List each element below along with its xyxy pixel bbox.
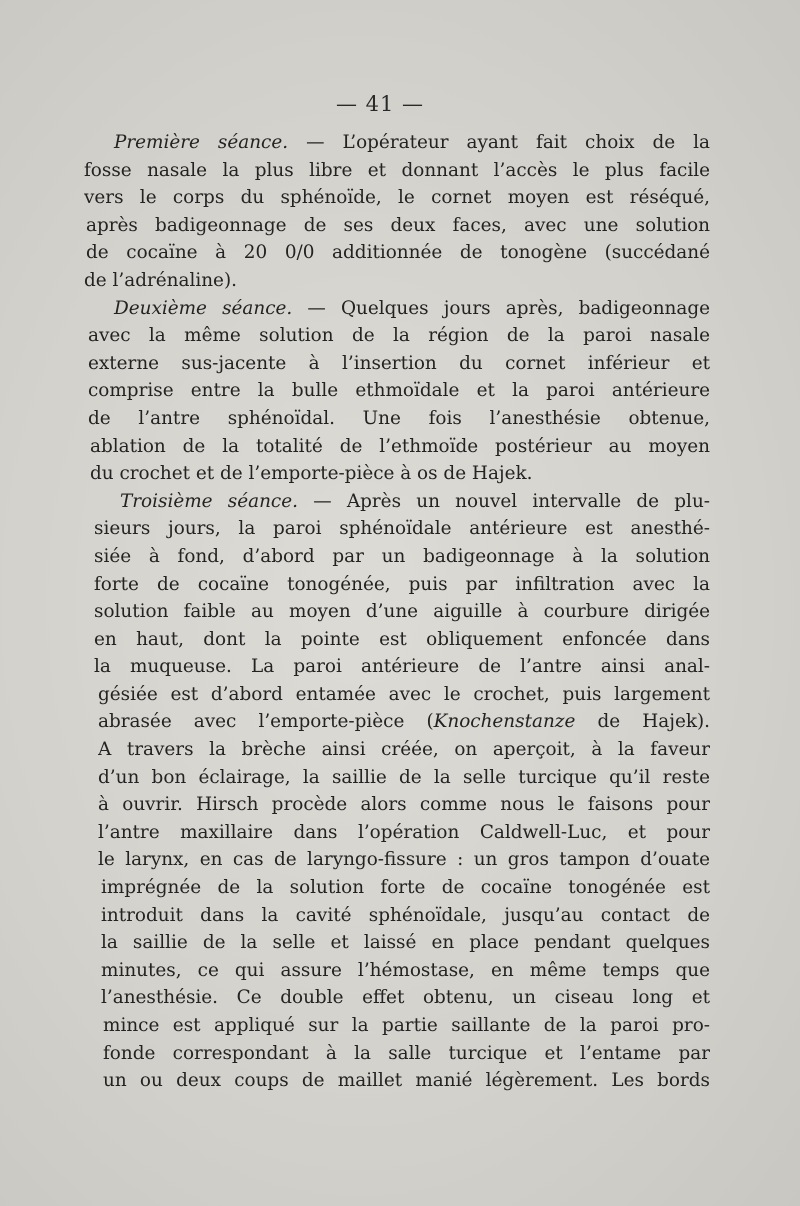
text-line: A travers la brèche ainsi créée, on aperçoit, à la faveur [98,739,710,761]
text-line: après badigeonnage de ses deux faces, avec une solution [86,214,710,236]
text-line: la muqueuse. La paroi antérieure de l’antre ainsi anal- [94,656,710,678]
section-heading: Troisième séance. [120,490,298,512]
section-heading: Deuxième séance. [114,297,293,319]
text-line: gésiée est d’abord entamée avec le crochet, puis largement [98,683,710,705]
text-line: l’antre maxillaire dans l’opération Caldwell-Luc, et pour [98,821,710,843]
text-line: solution faible au moyen d’une aiguille à courbure dirigée [94,601,710,623]
text-line: du crochet et de l’emporte-pièce à os de Hajek. [90,463,533,485]
page-number: — 41 — [335,92,425,116]
text-line: Deuxième séance. — Quelques jours après, badigeonnage [114,297,710,319]
body-text [84,129,710,1095]
text-line: un ou deux coups de maillet manié légèrement. Les bords [103,1070,710,1092]
text-line: avec la même solution de la région de la paroi nasale [88,325,710,347]
text-line: d’un bon éclairage, la saillie de la selle turcique qu’il reste [98,766,710,788]
text-line: l’anesthésie. Ce double effet obtenu, un ciseau long et [101,987,710,1009]
text-line: mince est appliqué sur la partie saillante de la paroi pro- [103,1015,710,1036]
text-line: fonde correspondant à la salle turcique et l’entame par [103,1042,710,1064]
text-line: fosse nasale la plus libre et donnant l’accès le plus facile [84,159,710,181]
text-line: de l’antre sphénoïdal. Une fois l’anesthésie obtenue, [88,407,710,429]
text-line: en haut, dont la pointe est obliquement enfoncée dans [94,628,710,650]
section-heading: Première séance. [114,132,289,153]
text-line: à ouvrir. Hirsch procède alors comme nous le faisons pour [98,794,710,816]
text-line: comprise entre la bulle ethmoïdale et la paroi antérieure [88,380,710,402]
text-line: vers le corps du sphénoïde, le cornet moyen est réséqué, [84,187,710,209]
text-line: Troisième séance. — Après un nouvel intervalle de plu- [120,490,710,512]
text-line: de l’adrénaline). [84,269,237,291]
text-line: minutes, ce qui assure l’hémostase, en même temps que [101,959,710,981]
text-line: introduit dans la cavité sphénoïdale, jusqu’au contact de [101,904,710,926]
text-line: le larynx, en cas de laryngo-fissure : un gros tampon d’ouate [98,849,710,871]
text-line: sieurs jours, la paroi sphénoïdale antérieure est anesthé- [94,518,710,540]
text-line: siée à fond, d’abord par un badigeonnage à la solution [94,545,710,567]
text-line: Première séance. — L’opérateur ayant fait choix de la [114,132,710,153]
text-line: abrasée avec l’emporte-pièce (Knochenstanze de Hajek). [98,711,710,733]
text-line: la saillie de la selle et laissé en place pendant quelques [101,932,710,954]
text-line: externe sus-jacente à l’insertion du cornet inférieur et [88,352,710,374]
text-line: ablation de la totalité de l’ethmoïde postérieur au moyen [90,435,710,457]
text-line: imprégnée de la solution forte de cocaïne tonogénée est [101,877,710,899]
text-line: forte de cocaïne tonogénée, puis par infiltration avec la [94,573,710,595]
text-line: de cocaïne à 20 0/0 additionnée de tonogène (succédané [86,242,710,264]
